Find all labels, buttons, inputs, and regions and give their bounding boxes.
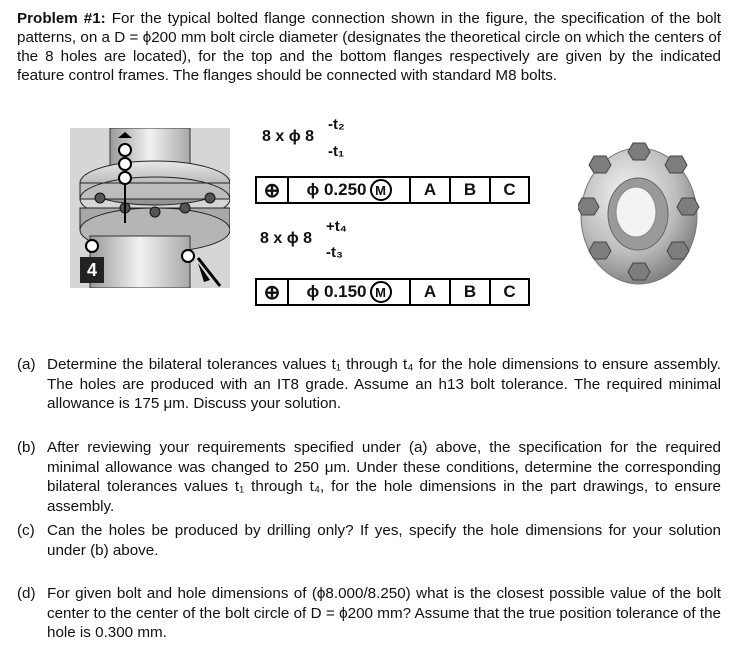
datum-b: B [451,280,491,304]
part-d-label: (d) [17,585,36,602]
bottom-hole-spec: 8 x ϕ 8 [260,230,313,247]
bottom-lower-tol: -t₃ [326,244,343,261]
top-lower-tol: -t₁ [328,143,345,160]
part-a-label: (a) [17,356,36,373]
part-a-text: Determine the bilateral tolerances values t₁ through t₄ for the hole dimensions to ensure assembly. The holes are produced with an IT8 grade. Assume an h13 bolt tolerance. The required minimal allowance is 175 μm. Discuss your solution. [47,356,721,412]
bottom-tolerance-cell [289,280,411,304]
problem-intro-text: For the typical bolted flange connection shown in the figure, the specification of the bolt patterns, on a D = ϕ200 mm bolt circle diameter (designates the theoretical circle on which the centers of the 8 holes are located), for the top and the bottom flanges respectively are given by the indicated feature control frames. The flanges should be connected with standard M8 bolts. [17,10,721,84]
bottom-feature-control-frame [255,278,530,306]
datum-a: A [411,280,451,304]
top-upper-tol: -t₂ [328,116,345,133]
problem-intro [17,9,721,85]
bottom-upper-tol: +t₄ [326,218,347,235]
position-symbol-icon: ⊕ [257,280,289,304]
position-symbol-icon: ⊕ [257,178,289,202]
datum-a: A [411,178,451,202]
part-c-text: Can the holes be produced by drilling only? If yes, specify the hole dimensions for your solution under (b) above. [47,522,721,559]
mmc-modifier-icon: M [370,281,392,303]
part-d-text: For given bolt and hole dimensions of (ϕ8.000/8.250) what is the closest possible value of the bolt center to the center of the bolt circle of D = ϕ200 mm? Assume that the true position tolerance of the hole is 0.300 mm. [47,585,721,641]
part-b-label: (b) [17,439,36,456]
part-a [17,355,721,414]
part-b [17,438,721,516]
part-d [17,584,721,643]
datum-c: C [503,282,516,301]
top-tolerance-cell [289,178,411,202]
mmc-modifier-icon: M [370,179,392,201]
figure-number-badge [80,257,104,283]
flange-photo [578,138,700,288]
top-feature-control-frame [255,176,530,204]
problem-title: Problem #1: [17,10,106,27]
top-tolerance-value: ϕ 0.250 [306,180,367,199]
part-c-label: (c) [17,522,35,539]
datum-b: B [451,178,491,202]
part-b-text: After reviewing your requirements specified under (a) above, the specification for the required minimal allowance was changed to 250 μm. Under these conditions, determine the corresponding bilateral tolerances values t₁ through t₄, for the hole dimensions in the part drawings, to ensure assembly. [47,439,721,515]
part-c [17,521,721,560]
bottom-tolerance-value: ϕ 0.150 [306,282,367,301]
top-hole-spec: 8 x ϕ 8 [262,128,315,145]
figure-number: 4 [86,259,97,280]
datum-c: C [503,180,516,199]
